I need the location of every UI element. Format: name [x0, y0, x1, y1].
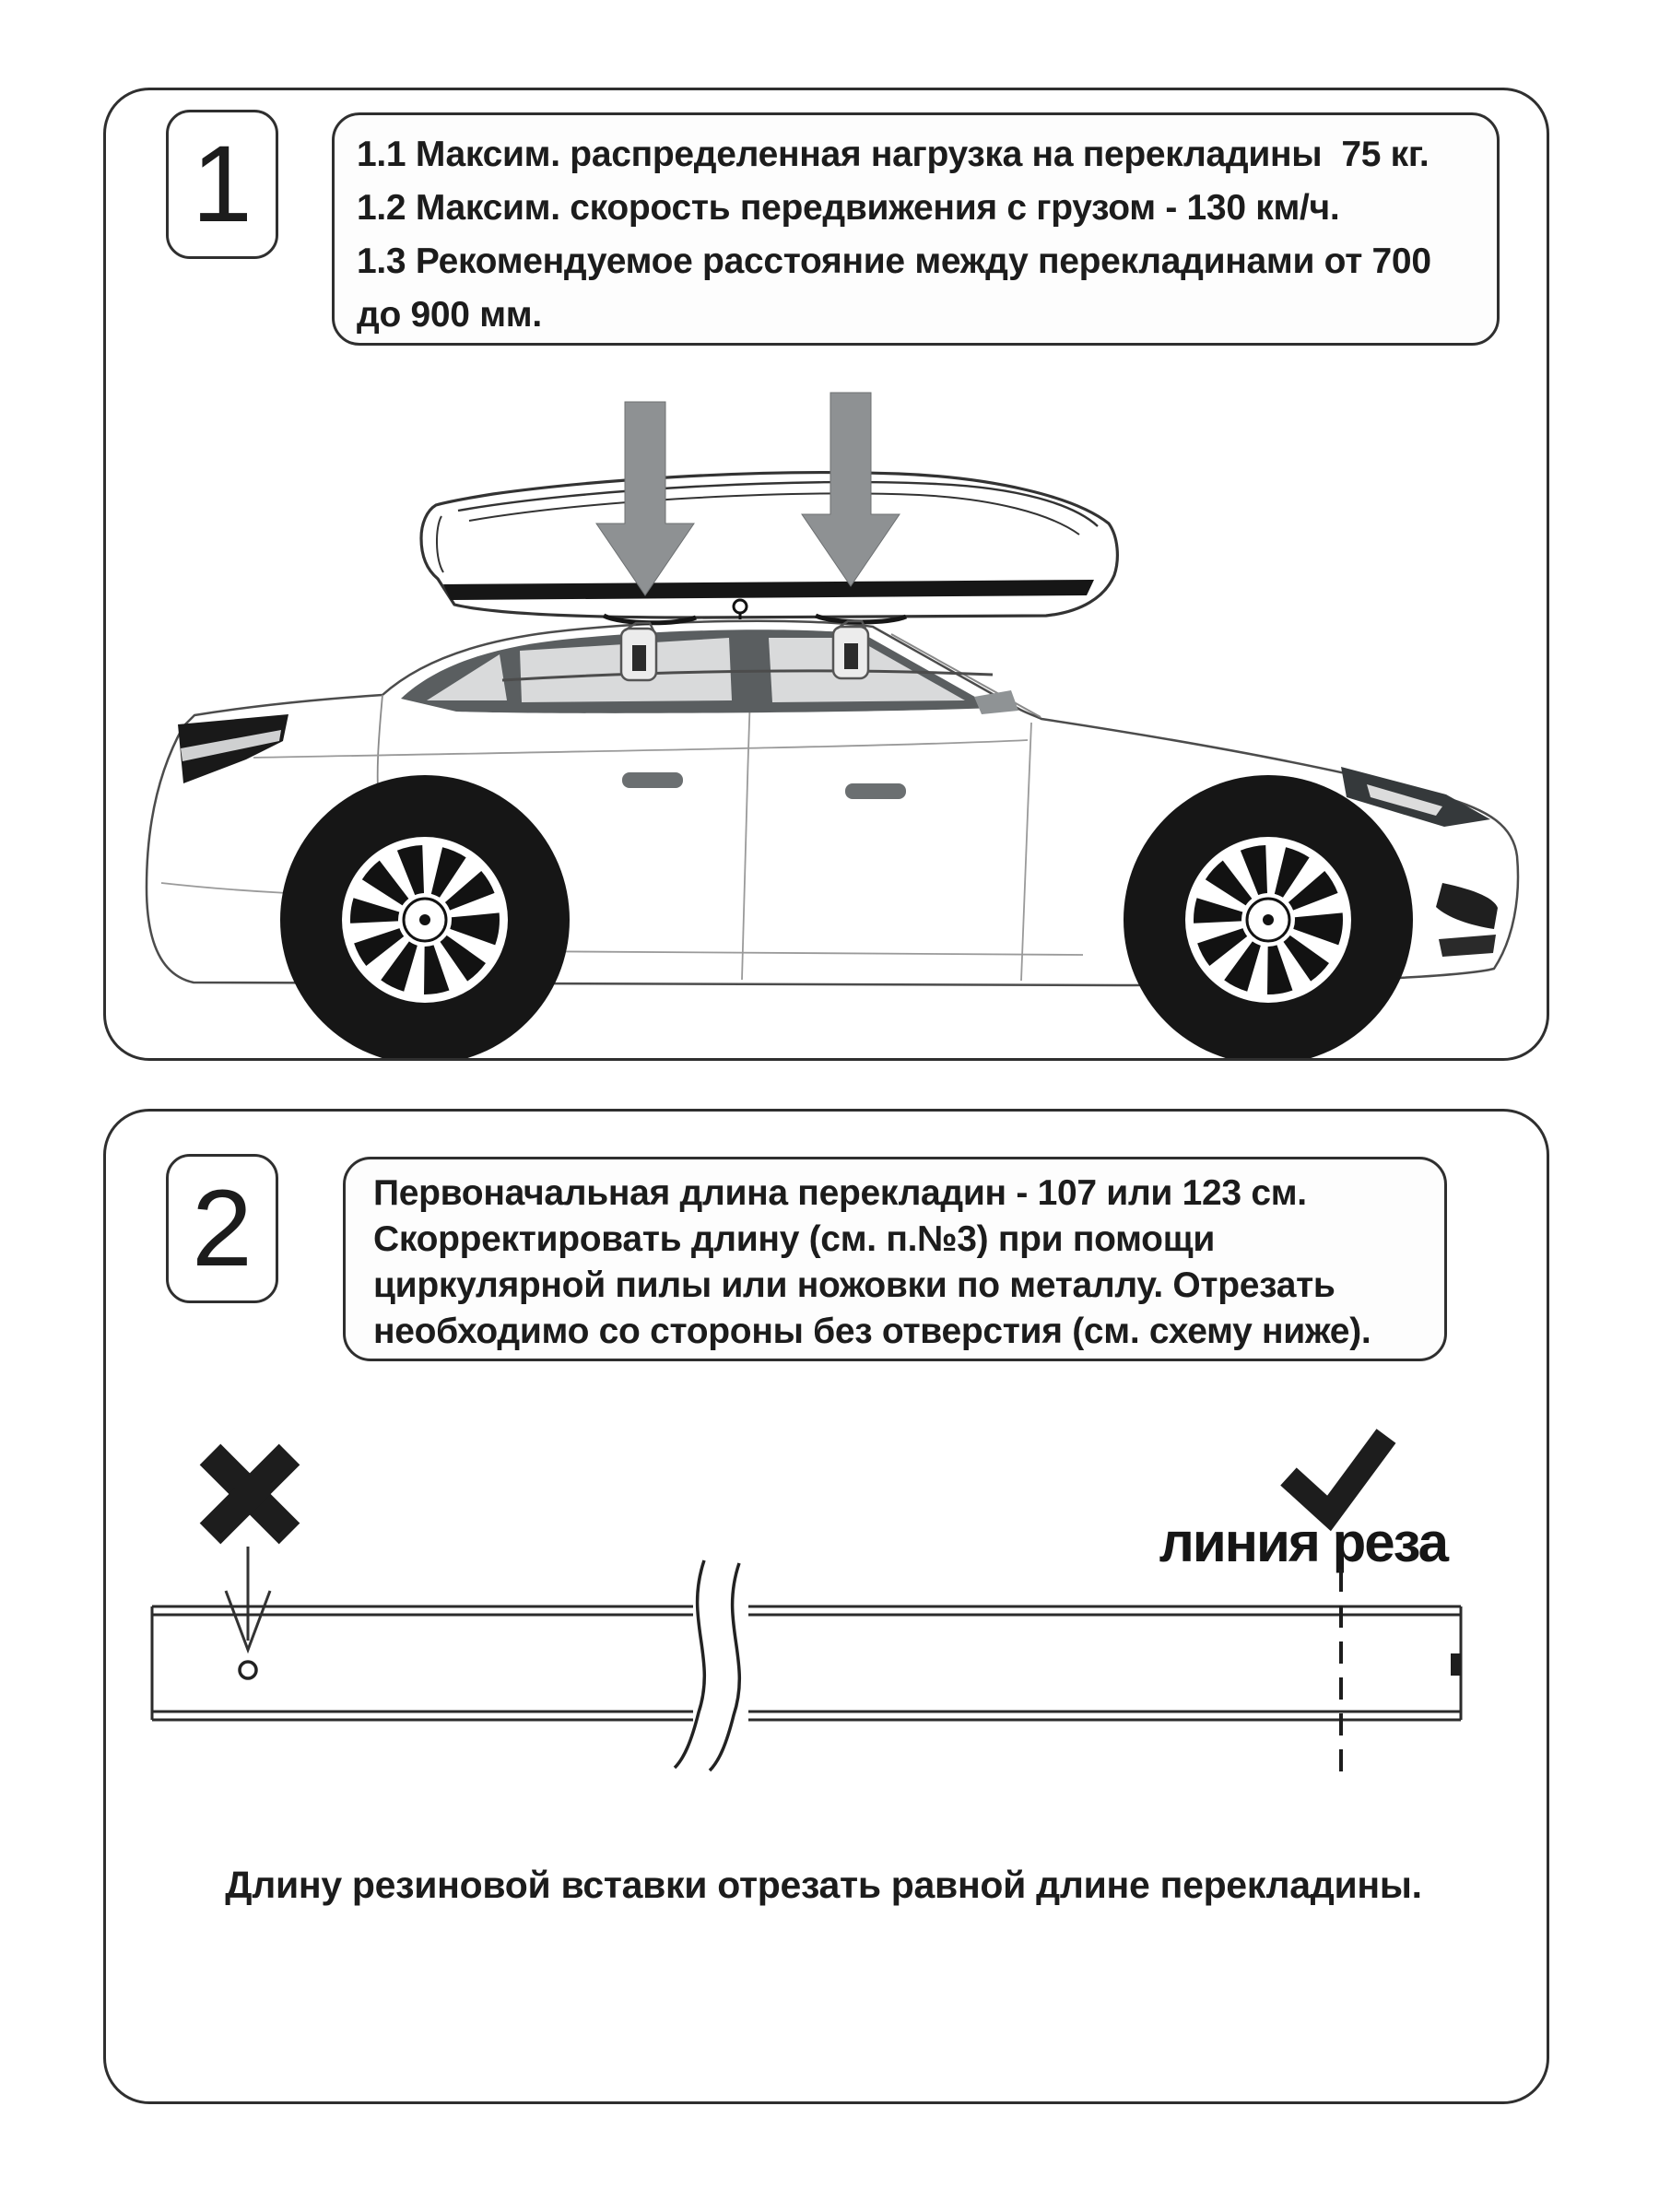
- crossbar-mount-left: [621, 623, 656, 680]
- bar-end-notch: [1451, 1653, 1461, 1676]
- step-number-badge-1: [166, 110, 278, 259]
- instruction-line: 1.2 Максим. скорость передвижения с грузом - 130 км/ч.: [357, 188, 1340, 228]
- bar-break: [675, 1560, 739, 1771]
- roof-box-lock: [734, 600, 747, 613]
- instruction-line: 1.3 Рекомендуемое расстояние между перекладинами от 700: [357, 241, 1431, 281]
- car-illustration: [106, 385, 1544, 1058]
- step-number-2: 2: [192, 1168, 253, 1289]
- rear-wheel: [280, 775, 570, 1058]
- instruction-line: Скорректировать длину (см. п.№3) при помощи: [373, 1219, 1215, 1259]
- roof-box: [421, 473, 1117, 623]
- instruction-line: Первоначальная длина перекладин - 107 или 123 см.: [373, 1173, 1307, 1213]
- step-number-1: 1: [192, 124, 253, 245]
- instructions-box-2: [343, 1157, 1447, 1361]
- x-mark-icon: [210, 1454, 289, 1534]
- front-door-handle: [845, 783, 906, 799]
- rubber-insert-caption: Длину резиновой вставки отрезать равной длине перекладины.: [225, 1864, 1422, 1906]
- rear-door-handle: [622, 772, 683, 788]
- instruction-line: до 900 мм.: [357, 295, 542, 335]
- crossbar-mount-right: [833, 621, 868, 678]
- step-number-badge-2: [166, 1154, 278, 1303]
- cut-line-label: линия реза: [1159, 1512, 1447, 1573]
- instruction-line: 1.1 Максим. распределенная нагрузка на перекладины 75 кг.: [357, 135, 1430, 174]
- front-wheel: [1124, 775, 1413, 1058]
- instruction-line: необходимо со стороны без отверстия (см. схему ниже).: [373, 1312, 1371, 1351]
- instruction-line: циркулярной пилы или ножовки по металлу. Отрезать: [373, 1265, 1335, 1305]
- check-mark-icon: [1288, 1436, 1386, 1513]
- instructions-box-1: [332, 112, 1500, 346]
- crossbar-bar: [152, 1560, 1461, 1771]
- bar-hole: [240, 1662, 256, 1678]
- cutting-diagram: [103, 1408, 1546, 1795]
- hole-pointer-arrow: [226, 1547, 270, 1650]
